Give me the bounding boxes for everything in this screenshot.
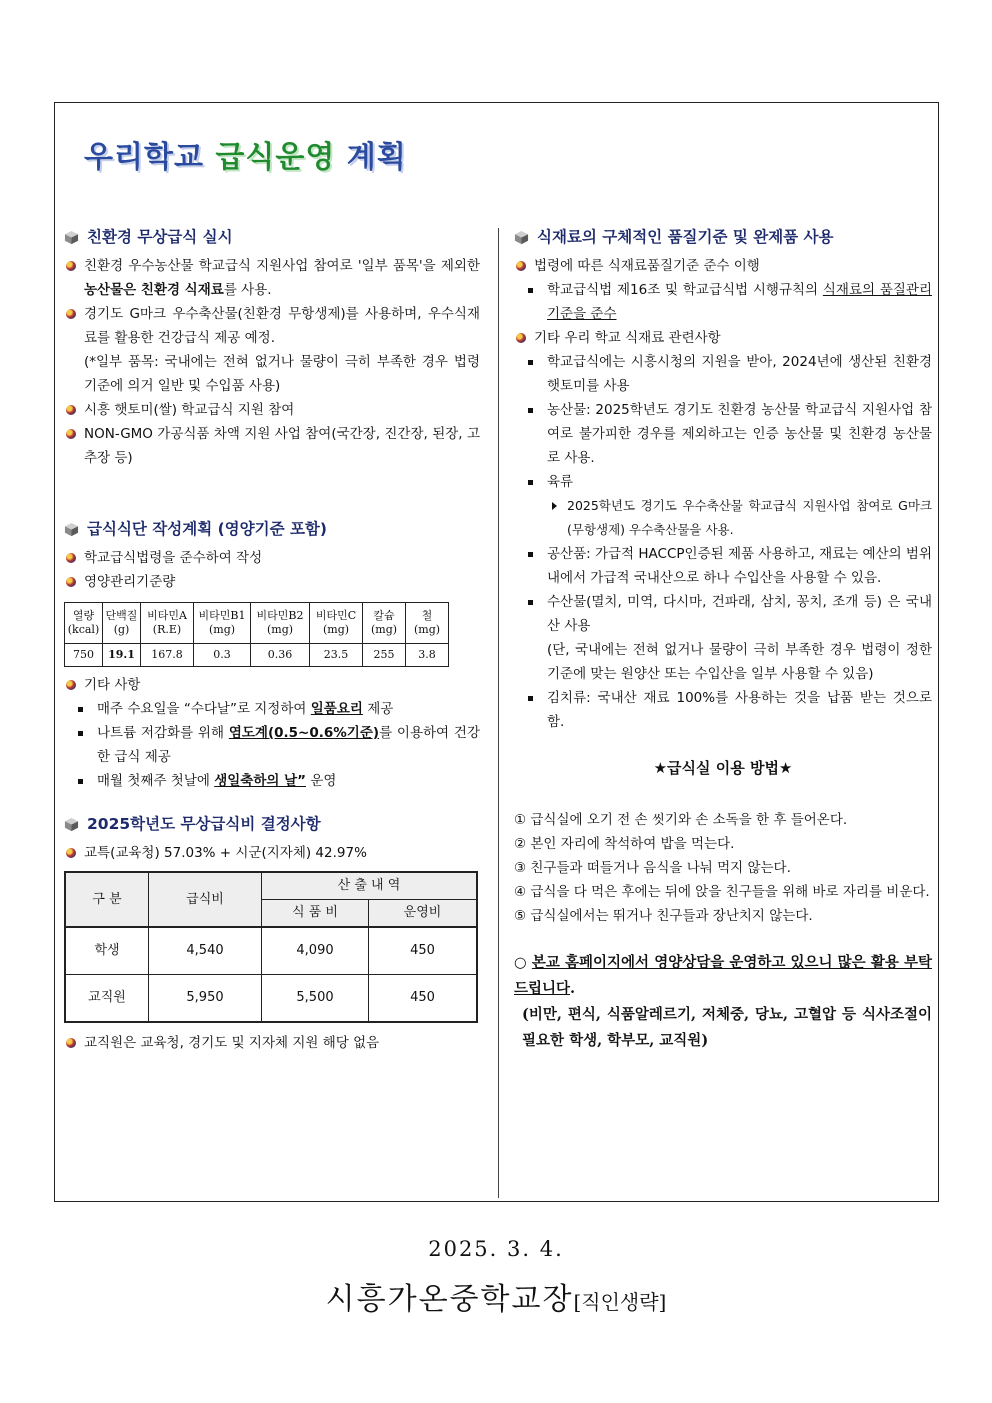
- note-text: (단, 국내에는 전혀 없거나 물량이 극히 부족한 경우 법령이 정한 기준에 맞는 원양산 또는 수입산을 일부 사용할 수 있음): [547, 642, 932, 682]
- sub-sub-list-item: [514, 494, 932, 542]
- square-bullet-icon: [528, 408, 533, 413]
- bullet-ball-icon: [516, 261, 526, 271]
- nutrition-value: 23.5: [310, 644, 363, 667]
- list-item-text: 영양관리기준량: [84, 574, 176, 590]
- text-span: 학교급식법 제16조 및 학교급식법 시행규칙의: [547, 282, 823, 298]
- list-item: [64, 673, 480, 697]
- sub-list-item: [64, 721, 480, 769]
- square-bullet-icon: [528, 360, 533, 365]
- list-item-text: 학교급식법령을 준수하여 작성: [84, 550, 263, 566]
- cost-header-group: 구 분: [65, 872, 149, 927]
- underlined-text: 식재료의 품질관리 기준을 준수: [547, 282, 932, 322]
- cost-header-detail: 산 출 내 역: [262, 872, 478, 900]
- nutrition-value: 0.36: [251, 644, 310, 667]
- sub-list-item-text: [97, 769, 480, 793]
- section-heading-cost: [64, 811, 480, 837]
- rules-title: ★급식실 이용 방법★: [653, 759, 793, 777]
- title-part-1: 우리학교: [84, 140, 216, 175]
- header-line: 비타민C: [315, 609, 357, 622]
- sub-list-item-text: [97, 721, 480, 769]
- bullet-ball-icon: [66, 848, 76, 858]
- nutrition-header-row: [65, 603, 449, 644]
- square-bullet-icon: [528, 600, 533, 605]
- list-item: [514, 326, 932, 350]
- title-part-3: 계획: [335, 140, 407, 175]
- bullet-ball-icon: [66, 1038, 76, 1048]
- sub-list-item: [514, 686, 932, 734]
- left-column: [64, 224, 480, 1055]
- text-span: 수산물(멸치, 미역, 다시마, 건파래, 삼치, 꽁치, 조개 등) 은 국내산 사용: [547, 594, 932, 634]
- nutrition-value: 0.3: [194, 644, 251, 667]
- note-text: (*일부 품목: 국내에는 전혀 없거나 물량이 극히 부족한 경우 법령 기준에 의거 일반 및 수입품 사용): [84, 354, 480, 394]
- meal-cost-table: [64, 871, 478, 1023]
- bullet-ball-icon: [66, 553, 76, 563]
- header-line: 비타민A: [147, 609, 187, 622]
- nutrition-header-cell: [194, 603, 251, 644]
- nutrition-header-cell: [251, 603, 310, 644]
- text-span: 친환경 우수농산물 학교급식 지원사업 참여로 '일부 품목'을 제외한: [84, 258, 480, 274]
- signature-line: [0, 1274, 992, 1318]
- section-heading-quality: [514, 224, 932, 250]
- list-item-text: 기타 우리 학교 식재료 관련사항: [534, 330, 721, 346]
- rule-item: ③ 친구들과 떠들거나 음식을 나눠 먹지 않는다.: [514, 860, 791, 876]
- list-item: [64, 570, 480, 594]
- title-part-2: 급식운영: [215, 140, 336, 175]
- list-item-text: 시흥 햇토미(쌀) 학교급식 지원 참여: [84, 402, 295, 418]
- header-unit: (mg): [413, 623, 441, 636]
- header-unit: (mg): [370, 623, 398, 636]
- cost-header-meal: 급식비: [149, 872, 262, 927]
- column-divider: [498, 228, 499, 1198]
- cost-cell-food: 5,500: [262, 975, 369, 1023]
- bullet-ball-icon: [66, 577, 76, 587]
- bullet-ball-icon: [66, 429, 76, 439]
- sub-list-item: [64, 697, 480, 721]
- text-span: 매월 첫째주 첫날에: [97, 773, 215, 789]
- cost-header-row: [65, 872, 477, 900]
- bullet-ball-icon: [66, 261, 76, 271]
- section-heading-text: 급식식단 작성계획 (영양기준 포함): [87, 520, 327, 538]
- triangle-bullet-icon: [552, 502, 557, 510]
- sub-list-item-text: 육류: [547, 474, 574, 490]
- header-line: 단백질: [105, 609, 138, 622]
- section-heading-eco: [64, 224, 480, 250]
- rule-item: ② 본인 자리에 착석하여 밥을 먹는다.: [514, 836, 735, 852]
- sub-list-item-text: 농산물: 2025학년도 경기도 친환경 농산물 학교급식 지원사업 참여로 불가피한 경우를 제외하고는 인증 농산물 및 친환경 농산물로 사용.: [547, 402, 932, 466]
- header-unit: (mg): [208, 623, 236, 636]
- square-bullet-icon: [78, 779, 83, 784]
- nutrition-value-row: [65, 644, 449, 667]
- nutrition-value: 19.1: [103, 644, 141, 667]
- seal-omitted: [직인생략]: [573, 1290, 667, 1314]
- text-span: 매주 수요일을 “수다날”로 지정하여: [97, 701, 311, 717]
- rule-item: ① 급식실에 오기 전 손 씻기와 손 소독을 한 후 들어온다.: [514, 812, 848, 828]
- header-unit: (mg): [322, 623, 350, 636]
- nutrition-header-cell: [363, 603, 406, 644]
- page-title: [84, 132, 407, 176]
- sub-list-item: [514, 398, 932, 470]
- underlined-text: 생일축하의 날”: [214, 773, 307, 789]
- rule-item: ④ 급식을 다 먹은 후에는 뒤에 앉을 친구들을 위해 바로 자리를 비운다.: [514, 884, 930, 900]
- text-span: 운영: [306, 773, 337, 789]
- table-row: [65, 975, 477, 1023]
- nutrition-table: [64, 602, 449, 667]
- sub-list-item: [514, 278, 932, 326]
- notice-detail: (비만, 편식, 식품알레르기, 저체중, 당뇨, 고혈압 등 식사조절이 필요한 학생, 학부모, 교직원): [522, 1006, 932, 1049]
- underlined-text: 본교 홈페이지에서 영양상담을 운영하고 있으니 많은 활용 부탁드립니다: [514, 954, 932, 997]
- cost-header-food: 식 품 비: [262, 900, 369, 928]
- square-bullet-icon: [78, 731, 83, 736]
- square-bullet-icon: [78, 707, 83, 712]
- list-item: [64, 254, 480, 302]
- text-span: 를 사용.: [223, 282, 272, 298]
- cost-cell-meal: 4,540: [149, 927, 262, 975]
- list-item-text: 교특(교육청) 57.03% + 시군(지자체) 42.97%: [84, 845, 367, 861]
- nutrition-value: 3.8: [406, 644, 449, 667]
- notice-mark: ○: [514, 954, 532, 971]
- bullet-ball-icon: [66, 680, 76, 690]
- sub-list-item-text: [97, 697, 480, 721]
- nutrition-header-cell: [65, 603, 103, 644]
- text-span: .: [570, 980, 576, 997]
- underlined-text: 염도계(0.5~0.6%기준): [228, 725, 380, 741]
- list-item: [64, 422, 480, 470]
- header-unit: (mg): [266, 623, 294, 636]
- text-span: 나트륨 저감화를 위해: [97, 725, 229, 741]
- text-span: 제공: [362, 701, 394, 717]
- bullet-ball-icon: [66, 309, 76, 319]
- right-column: [514, 224, 932, 1054]
- list-item-text: 법령에 따른 식재료품질기준 준수 이행: [534, 258, 760, 274]
- sub-list-item-text: [547, 278, 932, 326]
- nutrition-value: 750: [65, 644, 103, 667]
- sub-list-item-text: [547, 590, 932, 686]
- cube-icon: [64, 522, 79, 537]
- principal-name: 시흥가온중학교장: [325, 1282, 574, 1317]
- cube-icon: [514, 230, 529, 245]
- section-heading-text: 친환경 무상급식 실시: [87, 228, 233, 246]
- nutrition-header-cell: [406, 603, 449, 644]
- nutrition-header-cell: [141, 603, 194, 644]
- bullet-ball-icon: [66, 405, 76, 415]
- sub-list-item: [64, 769, 480, 793]
- square-bullet-icon: [528, 552, 533, 557]
- header-unit: (g): [113, 623, 130, 636]
- sub-list-item: [514, 542, 932, 590]
- square-bullet-icon: [528, 288, 533, 293]
- list-item: [64, 302, 480, 350]
- list-item-text: NON-GMO 가공식품 차액 지원 사업 참여(국간장, 진간장, 된장, 고추장 등): [84, 426, 480, 466]
- sub-list-item-text: 공산품: 가급적 HACCP인증된 제품 사용하고, 재료는 예산의 범위 내에서 가급적 국내산으로 하나 수입산을 사용할 수 있음.: [547, 546, 932, 586]
- section-heading-text: 2025학년도 무상급식비 결정사항: [87, 815, 321, 833]
- sub-list-item: [514, 350, 932, 398]
- cost-header-op: 운영비: [369, 900, 478, 928]
- document-date: 2025. 3. 4.: [428, 1237, 564, 1261]
- header-line: 철: [421, 609, 433, 622]
- nutrition-header-cell: [310, 603, 363, 644]
- underlined-text: 일품요리: [310, 701, 363, 717]
- section-heading-text: 식재료의 구체적인 품질기준 및 완제품 사용: [537, 228, 834, 246]
- header-unit: (R.E): [152, 623, 182, 636]
- list-item: [64, 398, 480, 422]
- list-item: [64, 546, 480, 570]
- rule-item: ⑤ 급식실에서는 뛰거나 친구들과 장난치지 않는다.: [514, 908, 813, 924]
- table-row: [65, 927, 477, 975]
- sub-list-item-text: 학교급식에는 시흥시청의 지원을 받아, 2024년에 생산된 친환경 햇토미를 사용: [547, 354, 932, 394]
- sub-list-item-text: 김치류: 국내산 재료 100%를 사용하는 것을 납품 받는 것으로 함.: [547, 690, 932, 730]
- header-line: 비타민B2: [256, 609, 304, 622]
- square-bullet-icon: [528, 480, 533, 485]
- notice-text: [514, 950, 932, 1002]
- cost-cell-group: 교직원: [65, 975, 149, 1023]
- list-item-text: [84, 254, 480, 302]
- list-item-text: 경기도 G마크 우수축산물(친환경 무항생제)를 사용하며, 우수식재료를 활용한 건강급식 제공 예정.: [84, 306, 480, 346]
- nutrition-value: 255: [363, 644, 406, 667]
- header-unit: (kcal): [67, 623, 100, 636]
- bold-text: 농산물은 친환경 식재료: [84, 282, 224, 298]
- sub-list-item: [514, 590, 932, 686]
- header-line: 열량: [72, 609, 95, 622]
- cube-icon: [64, 817, 79, 832]
- nutrition-header-cell: [103, 603, 141, 644]
- sub-list-item: [514, 470, 932, 494]
- cube-icon: [64, 230, 79, 245]
- nutrition-value: 167.8: [141, 644, 194, 667]
- cost-cell-food: 4,090: [262, 927, 369, 975]
- bullet-ball-icon: [516, 333, 526, 343]
- list-item: [64, 1031, 480, 1055]
- list-item: [64, 841, 480, 865]
- list-item: [514, 254, 932, 278]
- cost-cell-group: 학생: [65, 927, 149, 975]
- cost-cell-meal: 5,950: [149, 975, 262, 1023]
- cost-cell-op: 450: [369, 975, 478, 1023]
- square-bullet-icon: [528, 696, 533, 701]
- cost-cell-op: 450: [369, 927, 478, 975]
- sub-sub-list-item-text: 2025학년도 경기도 우수축산물 학교급식 지원사업 참여로 G마크(무항생제) 우수축산물을 사용.: [567, 498, 932, 537]
- section-heading-menu: [64, 516, 480, 542]
- list-item-text: 기타 사항: [84, 677, 141, 693]
- text-span: 를 이용하여 건강한 급식 제공: [97, 725, 480, 765]
- header-line: 칼슘: [373, 609, 395, 622]
- list-item-text: 교직원은 교육청, 경기도 및 지자체 지원 해당 없음: [84, 1035, 380, 1051]
- header-line: 비타민B1: [198, 609, 246, 622]
